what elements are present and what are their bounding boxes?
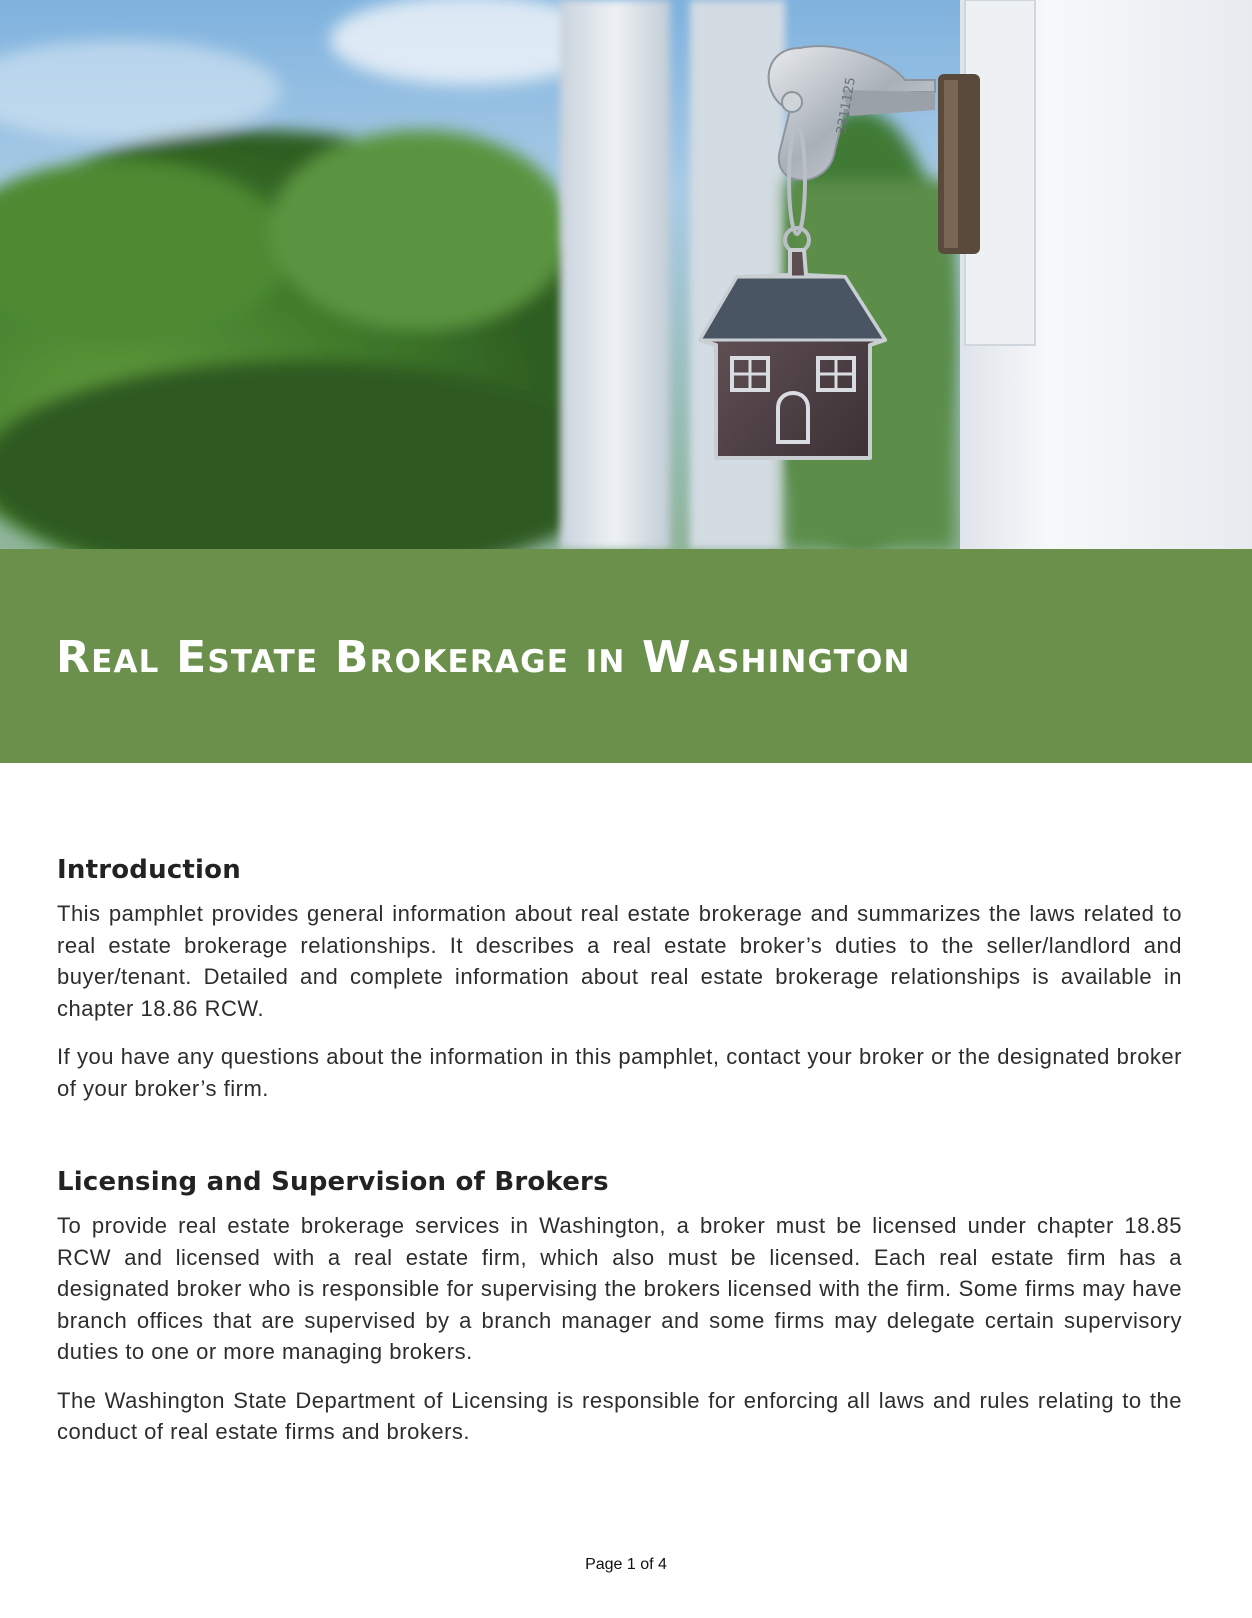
section-licensing [57,1162,1182,1448]
paragraph: If you have any questions about the information in this pamphlet, contact your broker or the designated broker of your broker’s firm. [57,1044,1182,1101]
main-content [57,850,1182,1448]
paragraph: To provide real estate brokerage services in Washington, a broker must be licensed under chapter 18.85 RCW and licensed with a real estate firm, which also must be licensed. Each real estate firm has a designated broker who is responsible for supervising the brokers licensed with the firm. Some firms may have branch offices that are supervised by a branch manager and some firms may delegate certain supervisory duties to one or more managing brokers. [57,1213,1182,1364]
paragraph: This pamphlet provides general information about real estate brokerage and summarizes the laws related to real estate brokerage relationships. It describes a real estate broker’s duties to the seller/landlord and buyer/tenant. Detailed and complete information about real estate brokerage relationships is available in chapter 18.86 RCW. [57,901,1182,1021]
section-heading: Introduction [57,855,241,885]
page-title: Real Estate Brokerage in Washington [56,632,911,683]
section-introduction [57,850,1182,1104]
paragraph: The Washington State Department of Licensing is responsible for enforcing all laws and rules relating to the conduct of real estate firms and brokers. [57,1387,1182,1444]
section-heading: Licensing and Supervision of Brokers [57,1167,609,1197]
page-number: Page 1 of 4 [585,1556,667,1573]
hero-image [0,0,1252,549]
key-engraving: 3311125 [834,76,859,136]
